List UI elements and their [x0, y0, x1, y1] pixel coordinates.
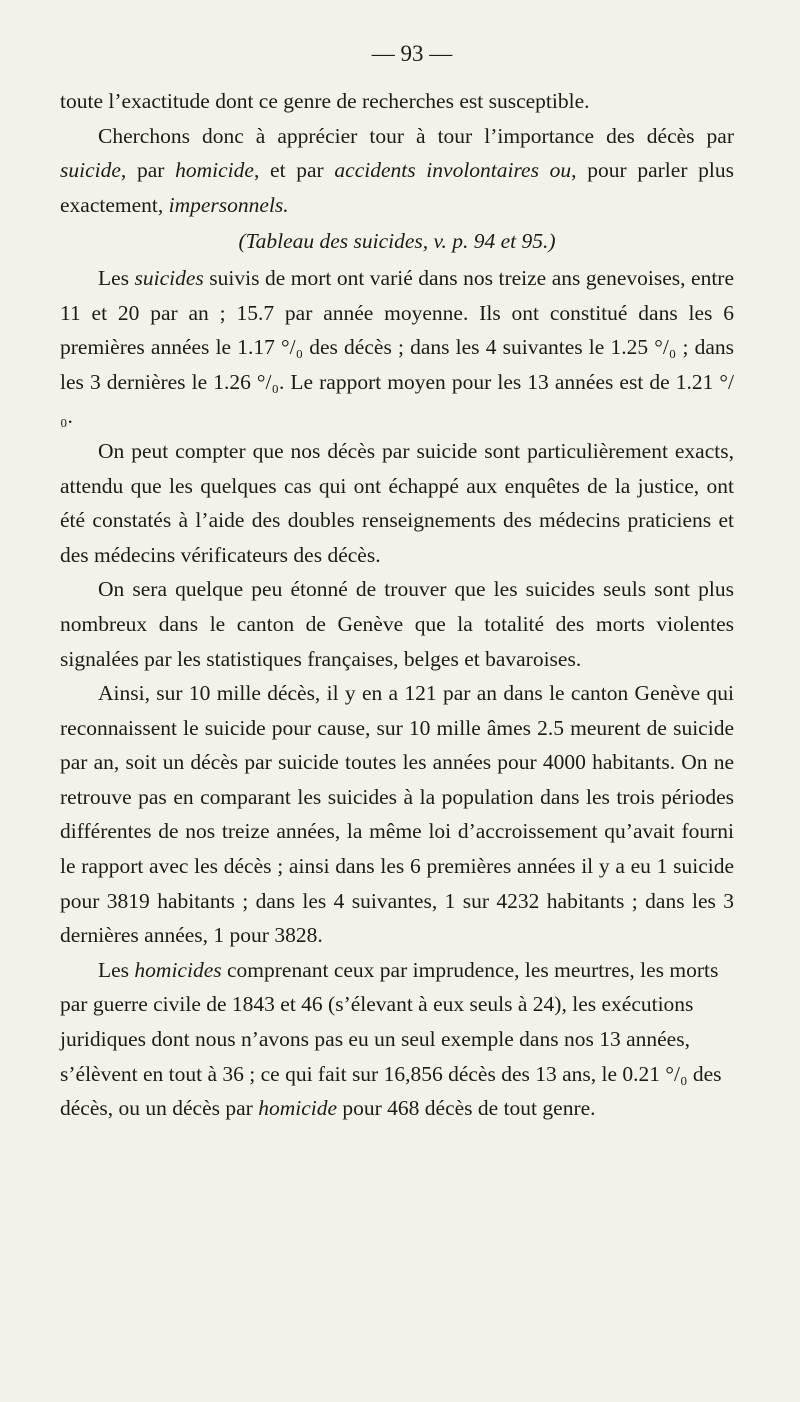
term-suicide: suicide: [60, 158, 121, 183]
term-suicides: suicides: [134, 265, 204, 290]
term-accidents: accidents involontaires ou: [334, 158, 572, 183]
table-reference-text: (Tableau des suicides, v. p. 94 et 95.): [238, 229, 556, 254]
paragraph-intro: [60, 119, 734, 223]
paragraph-suicides: [60, 261, 734, 434]
text-run: comprenant ceux par imprudence, les meurtres, les morts par guerre civile de 1843 et 46 (s’élevant à eux seuls à 24), les exécutions juridiques dont nous n’avons pas eu un seul exemple dans nos 13 années, s’élèvent en tout à 36 ; ce qui fait sur 16,856 décès des 13 ans, le 0.21 °/₀ des décès, ou un décès par: [60, 957, 722, 1121]
term-homicides: homicides: [134, 957, 222, 982]
term-impersonnels: impersonnels.: [168, 192, 289, 217]
text-run: Les: [98, 957, 135, 982]
text-run: , par: [120, 158, 176, 183]
text-run: , et par: [253, 158, 335, 183]
text-run: pour 468 décès de tout genre.: [337, 1096, 596, 1121]
text-run: Cherchons donc à apprécier tour à tour l’importance des décès par: [98, 123, 734, 148]
text-run: suivis de mort ont varié dans nos treize ans genevoises, entre 11 et 20 par an ; 15.7 par année moyenne. Ils ont constitué dans les 6 premières années le 1.17 °/₀ des décès ; dans les 4 suivantes le 1.25 °/₀ ; dans les 3 dernières le 1.26 °/₀. Le rapport moyen pour les 13 années est de 1.21 °/₀.: [60, 265, 734, 429]
paragraph-exactness: On peut compter que nos décès par suicide sont particulièrement exacts, attendu que les quelques cas qui ont échappé aux enquêtes de la justice, ont été constatés à l’aide des doubles renseignements des médecins praticiens et des médecins vérificateurs des décès.: [60, 438, 734, 567]
page-number: — 93 —: [371, 41, 453, 66]
text-run: , pour parler plus exactement,: [60, 158, 735, 217]
term-homicide: homicide: [175, 158, 254, 183]
paragraph-homicides: [60, 953, 734, 1126]
text-run: Les: [98, 265, 135, 290]
term-homicide: homicide: [258, 1096, 338, 1121]
table-reference: [60, 224, 734, 259]
paragraph-comparison: On sera quelque peu étonné de trouver que les suicides seuls sont plus nombreux dans le canton de Genève que la totalité des morts violentes signalées par les statistiques françaises, belges et bavaroises.: [60, 577, 734, 671]
paragraph-continuation: toute l’exactitude dont ce genre de recherches est susceptible.: [60, 89, 590, 113]
paragraph-rates: Ainsi, sur 10 mille décès, il y en a 121 par an dans le canton Genève qui reconnaissent le suicide pour cause, sur 10 mille âmes 2.5 meurent de suicide par an, soit un décès par suicide toutes les années pour 4000 habitants. On ne retrouve pas en comparant les suicides à la population dans les trois périodes différentes de nos treize années, la même loi d’accroissement qu’avait fourni le rapport avec les décès ; ainsi dans les 6 premières années il y a eu 1 suicide pour 3819 habitants ; dans les 4 suivantes, 1 sur 4232 habitants ; dans les 3 dernières années, 1 pour 3828.: [60, 681, 734, 948]
